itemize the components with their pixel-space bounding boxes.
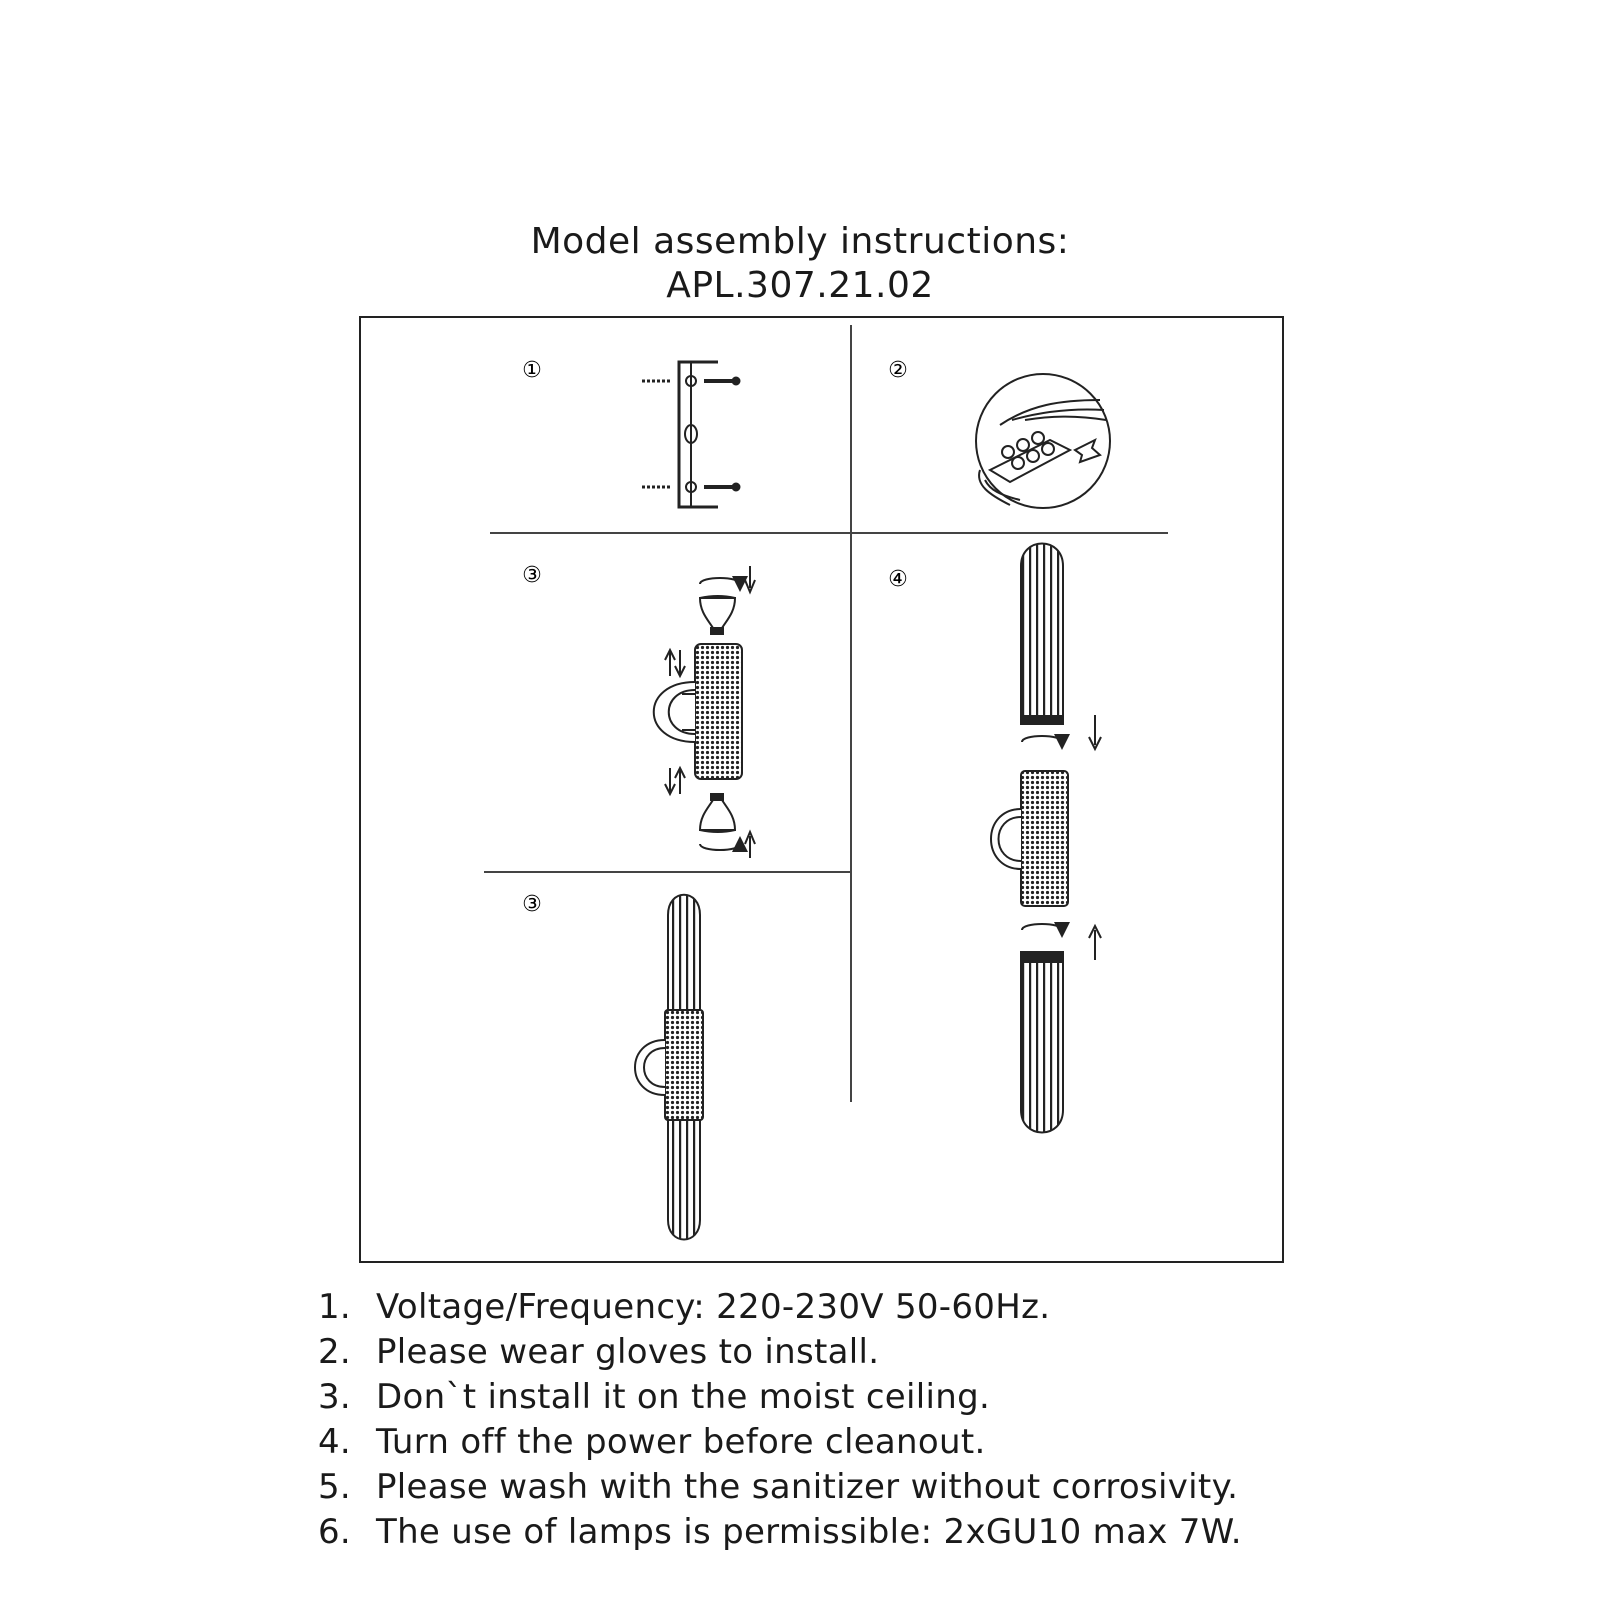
mounting-bracket-illustration	[642, 362, 739, 507]
note-item	[318, 1285, 1242, 1330]
note-text: Please wash with the sanitizer without corrosivity.	[376, 1467, 1239, 1507]
note-item	[318, 1465, 1242, 1510]
note-text: Please wear gloves to install.	[376, 1332, 880, 1372]
note-number: 6.	[318, 1512, 352, 1552]
note-number: 5.	[318, 1467, 352, 1507]
safety-notes-list	[318, 1285, 1242, 1555]
assembled-lamp-illustration	[635, 895, 703, 1240]
step-3-number: ③	[522, 563, 542, 588]
step-5-number: ③	[522, 892, 542, 917]
note-number: 3.	[318, 1377, 352, 1417]
note-item	[318, 1330, 1242, 1375]
wiring-terminal-illustration	[976, 374, 1110, 508]
note-number: 1.	[318, 1287, 352, 1327]
diagram-frame	[360, 317, 1283, 1262]
note-item	[318, 1420, 1242, 1465]
note-text: Don`t install it on the moist ceiling.	[376, 1377, 991, 1417]
note-text: Voltage/Frequency: 220-230V 50-60Hz.	[376, 1287, 1051, 1327]
glass-tubes-exploded-illustration	[991, 544, 1101, 1133]
note-item	[318, 1375, 1242, 1420]
note-number: 4.	[318, 1422, 352, 1462]
model-number: APL.307.21.02	[666, 265, 934, 306]
note-number: 2.	[318, 1332, 352, 1372]
note-item	[318, 1510, 1242, 1555]
step-4-number: ④	[888, 567, 908, 592]
lamp-body-with-bulbs-illustration	[654, 566, 755, 858]
step-1-number: ①	[522, 358, 542, 383]
note-text: Turn off the power before cleanout.	[376, 1422, 986, 1462]
step-2-number: ②	[888, 358, 908, 383]
note-text: The use of lamps is permissible: 2xGU10 max 7W.	[376, 1512, 1242, 1552]
title-line-1: Model assembly instructions:	[530, 221, 1070, 262]
